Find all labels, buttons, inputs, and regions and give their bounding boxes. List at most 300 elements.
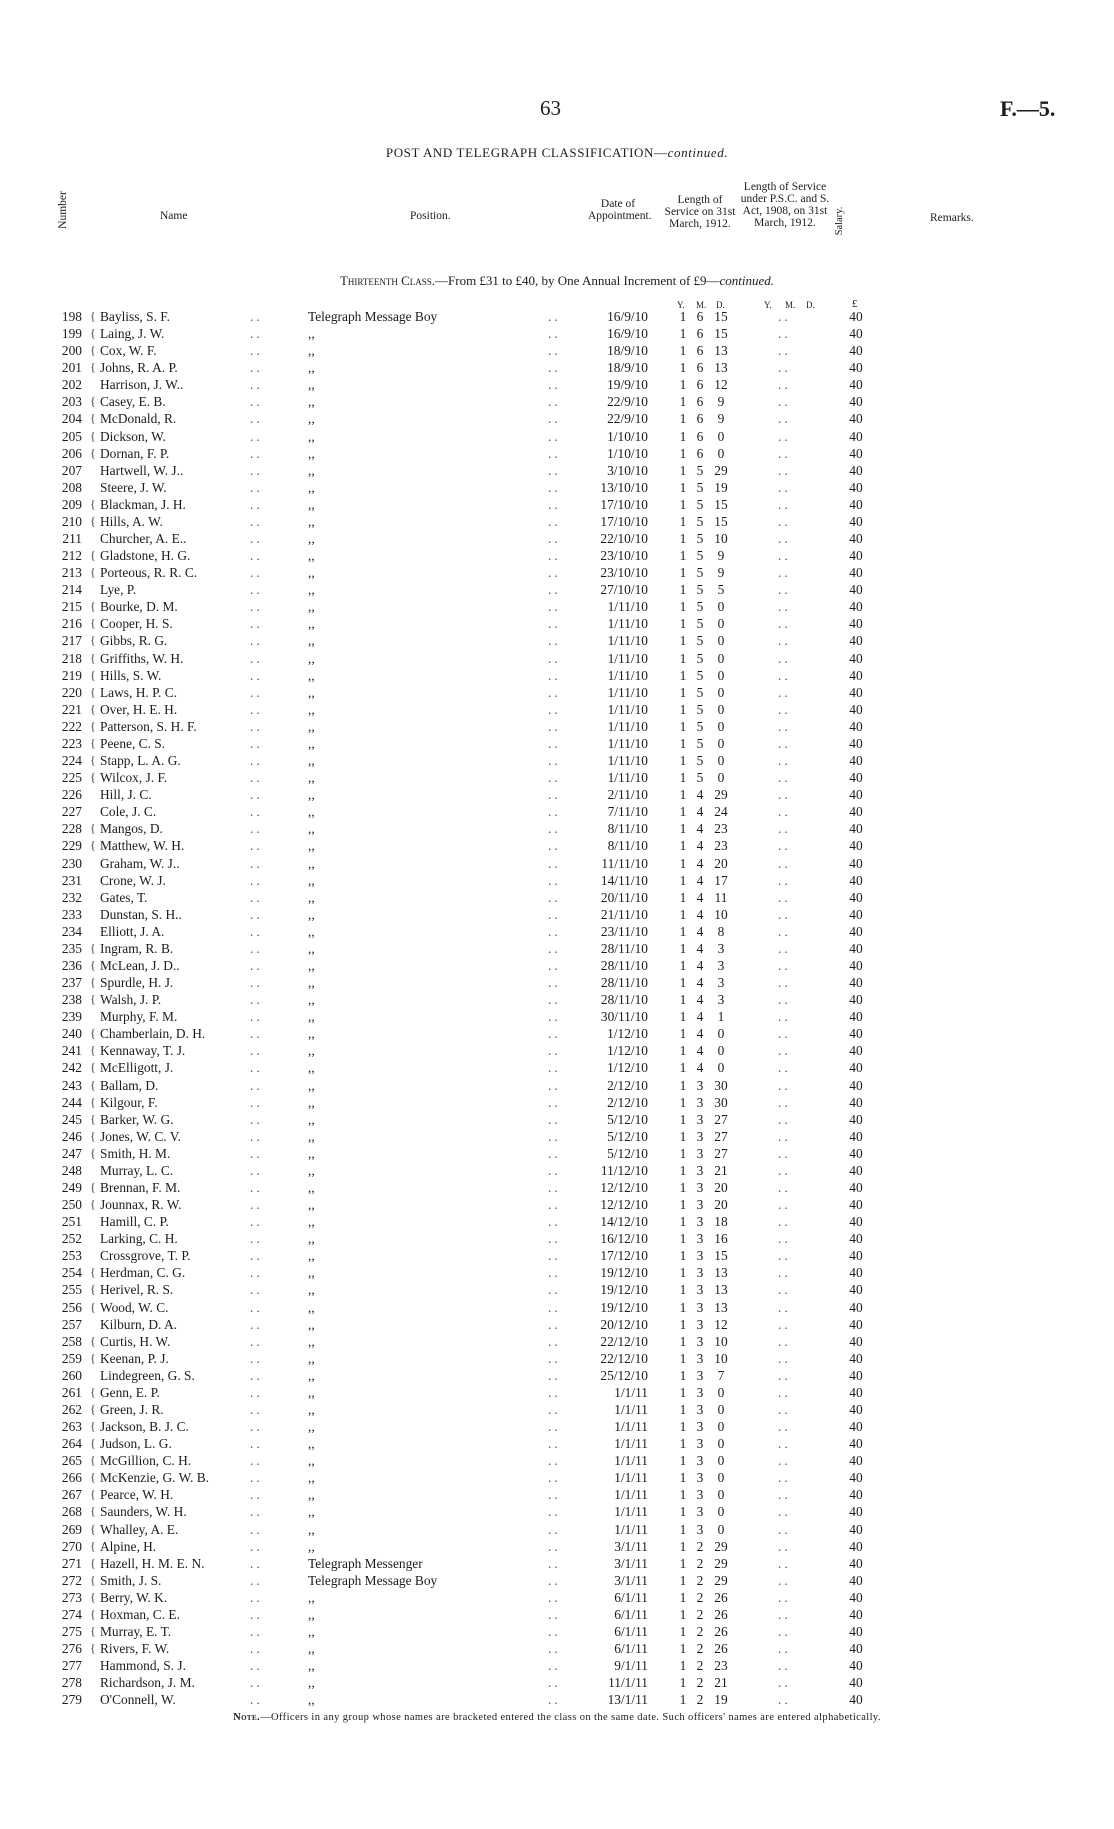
leader-dots: .. [548, 923, 561, 939]
row-psc-service: .. [778, 787, 791, 803]
row-date: 13/1/11 [607, 1692, 648, 1708]
row-date: 23/11/10 [600, 923, 648, 939]
row-years: 1 [679, 1265, 687, 1281]
row-months: 3 [696, 1487, 704, 1503]
row-name: Hill, J. C. [100, 787, 152, 803]
group-bracket: { [90, 821, 96, 836]
row-date: 1/12/10 [607, 1060, 648, 1076]
row-number: 201 [61, 360, 82, 376]
row-months: 5 [696, 462, 704, 478]
row-years: 1 [679, 513, 687, 529]
group-bracket: { [90, 735, 96, 750]
row-psc-service: .. [778, 1606, 791, 1622]
group-bracket: { [90, 1606, 96, 1621]
row-days: 30 [714, 1094, 728, 1110]
table-row [0, 1128, 1114, 1145]
row-months: 6 [696, 445, 704, 461]
row-psc-service: .. [778, 872, 791, 888]
row-number: 216 [61, 616, 82, 632]
table-row [0, 479, 1114, 496]
leader-dots: .. [548, 787, 561, 803]
row-position: ,, [308, 1026, 315, 1042]
row-date: 1/1/11 [614, 1470, 648, 1486]
row-months: 5 [696, 582, 704, 598]
leader-dots: .. [548, 992, 561, 1008]
row-number: 276 [61, 1641, 82, 1657]
leader-dots: .. [548, 343, 561, 359]
leader-dots: .. [250, 1060, 263, 1076]
row-psc-service: .. [778, 326, 791, 342]
row-psc-service: .. [778, 889, 791, 905]
row-number: 243 [61, 1077, 82, 1093]
row-date: 23/10/10 [600, 565, 648, 581]
leader-dots: .. [548, 650, 561, 666]
row-position: ,, [308, 1658, 315, 1674]
row-psc-service: .. [778, 1453, 791, 1469]
row-years: 1 [679, 838, 687, 854]
row-number: 242 [61, 1060, 82, 1076]
row-psc-service: .. [778, 479, 791, 495]
leader-dots: .. [250, 377, 263, 393]
unit-pound: £ [852, 298, 858, 310]
row-days: 26 [714, 1641, 728, 1657]
table-row [0, 462, 1114, 479]
row-date: 1/11/10 [607, 770, 648, 786]
row-position: ,, [308, 513, 315, 529]
row-months: 4 [696, 923, 704, 939]
row-date: 23/10/10 [600, 548, 648, 564]
row-days: 26 [714, 1589, 728, 1605]
row-years: 1 [679, 633, 687, 649]
row-months: 5 [696, 667, 704, 683]
row-years: 1 [679, 1624, 687, 1640]
row-position: ,, [308, 565, 315, 581]
row-date: 1/12/10 [607, 1026, 648, 1042]
table-row [0, 1691, 1114, 1708]
row-years: 1 [679, 889, 687, 905]
row-number: 217 [61, 633, 82, 649]
row-years: 1 [679, 1367, 687, 1383]
leader-dots: .. [548, 1487, 561, 1503]
group-bracket: { [90, 684, 96, 699]
row-days: 0 [717, 1504, 725, 1520]
row-psc-service: .. [778, 1214, 791, 1230]
row-number: 275 [61, 1624, 82, 1640]
row-psc-service: .. [778, 1572, 791, 1588]
row-number: 250 [61, 1197, 82, 1213]
row-name: Murphy, F. M. [100, 1009, 178, 1025]
row-years: 1 [679, 957, 687, 973]
row-months: 4 [696, 1009, 704, 1025]
leader-dots: .. [548, 1453, 561, 1469]
row-date: 8/11/10 [607, 821, 648, 837]
row-name: Matthew, W. H. [100, 838, 185, 854]
leader-dots: .. [548, 1248, 561, 1264]
row-name: O'Connell, W. [100, 1692, 176, 1708]
row-salary: 40 [849, 343, 863, 359]
title-main: POST AND TELEGRAPH CLASSIFICATION— [385, 145, 668, 160]
row-psc-service: .. [778, 855, 791, 871]
row-years: 1 [679, 326, 687, 342]
row-psc-service: .. [778, 770, 791, 786]
row-date: 28/11/10 [600, 940, 648, 956]
leader-dots: .. [548, 1179, 561, 1195]
row-psc-service: .. [778, 1350, 791, 1366]
row-number: 238 [61, 992, 82, 1008]
leader-dots: .. [548, 411, 561, 427]
leader-dots: .. [548, 1231, 561, 1247]
leader-dots: .. [548, 753, 561, 769]
row-salary: 40 [849, 667, 863, 683]
row-position: ,, [308, 1299, 315, 1315]
leader-dots: .. [548, 513, 561, 529]
row-salary: 40 [849, 565, 863, 581]
leader-dots: .. [548, 1606, 561, 1622]
table-row [0, 615, 1114, 632]
row-number: 271 [61, 1555, 82, 1571]
table-row [0, 598, 1114, 615]
row-psc-service: .. [778, 1316, 791, 1332]
group-bracket: { [90, 1572, 96, 1587]
table-row [0, 684, 1114, 701]
table-row [0, 1213, 1114, 1230]
row-psc-service: .. [778, 684, 791, 700]
group-bracket: { [90, 957, 96, 972]
row-number: 265 [61, 1453, 82, 1469]
group-bracket: { [90, 1589, 96, 1604]
row-name: Mangos, D. [100, 821, 163, 837]
leader-dots: .. [548, 1555, 561, 1571]
row-years: 1 [679, 1436, 687, 1452]
group-bracket: { [90, 1043, 96, 1058]
leader-dots: .. [250, 1009, 263, 1025]
leader-dots: .. [250, 718, 263, 734]
table-row [0, 581, 1114, 598]
classification-table [0, 308, 1114, 1708]
row-date: 17/12/10 [600, 1248, 648, 1264]
row-psc-service: .. [778, 735, 791, 751]
row-years: 1 [679, 616, 687, 632]
leader-dots: .. [548, 838, 561, 854]
row-date: 1/1/11 [614, 1384, 648, 1400]
row-salary: 40 [849, 1470, 863, 1486]
row-salary: 40 [849, 770, 863, 786]
leader-dots: .. [548, 377, 561, 393]
row-number: 252 [61, 1231, 82, 1247]
row-position: ,, [308, 326, 315, 342]
leader-dots: .. [548, 804, 561, 820]
row-salary: 40 [849, 1265, 863, 1281]
leader-dots: .. [548, 445, 561, 461]
leader-dots: .. [250, 633, 263, 649]
row-psc-service: .. [778, 343, 791, 359]
leader-dots: .. [548, 821, 561, 837]
row-psc-service: .. [778, 1402, 791, 1417]
row-months: 3 [696, 1231, 704, 1247]
row-salary: 40 [849, 1179, 863, 1195]
row-salary: 40 [849, 718, 863, 734]
row-date: 19/12/10 [600, 1299, 648, 1315]
row-date: 1/11/10 [607, 735, 648, 751]
row-psc-service: .. [778, 531, 791, 547]
group-bracket: { [90, 343, 96, 358]
row-name: Spurdle, H. J. [100, 975, 174, 991]
row-days: 10 [714, 1333, 728, 1349]
row-days: 13 [714, 343, 728, 359]
table-row [0, 1145, 1114, 1162]
row-position: ,, [308, 992, 315, 1008]
row-months: 4 [696, 838, 704, 854]
row-date: 19/12/10 [600, 1282, 648, 1298]
row-days: 19 [714, 1692, 728, 1708]
row-name: Saunders, W. H. [100, 1504, 187, 1520]
row-number: 259 [61, 1350, 82, 1366]
unit-years: Y. [677, 300, 685, 310]
row-years: 1 [679, 1009, 687, 1025]
row-years: 1 [679, 1453, 687, 1469]
row-days: 15 [714, 309, 728, 324]
row-number: 246 [61, 1128, 82, 1144]
row-name: McLean, J. D.. [100, 957, 180, 973]
row-years: 1 [679, 1555, 687, 1571]
row-position: ,, [308, 1214, 315, 1230]
row-position: ,, [308, 684, 315, 700]
row-months: 3 [696, 1214, 704, 1230]
row-position: ,, [308, 753, 315, 769]
row-name: Dickson, W. [100, 428, 166, 444]
row-days: 0 [717, 701, 725, 717]
header-salary: Salary. [834, 206, 845, 236]
table-row [0, 803, 1114, 820]
leader-dots: .. [250, 360, 263, 376]
table-row [0, 1196, 1114, 1213]
row-years: 1 [679, 770, 687, 786]
leader-dots: .. [548, 1658, 561, 1674]
group-bracket: { [90, 1402, 96, 1416]
row-years: 1 [679, 309, 687, 324]
row-position: ,, [308, 1077, 315, 1093]
row-psc-service: .. [778, 1094, 791, 1110]
leader-dots: .. [548, 1504, 561, 1520]
row-number: 279 [61, 1692, 82, 1708]
row-date: 27/10/10 [600, 582, 648, 598]
row-name: Murray, L. C. [100, 1162, 174, 1178]
row-number: 269 [61, 1521, 82, 1537]
leader-dots: .. [250, 1162, 263, 1178]
row-days: 0 [717, 1402, 725, 1417]
row-number: 263 [61, 1419, 82, 1435]
row-psc-service: .. [778, 1367, 791, 1383]
row-name: Jounnax, R. W. [100, 1197, 182, 1213]
row-position: ,, [308, 1538, 315, 1554]
row-days: 8 [717, 923, 725, 939]
row-months: 4 [696, 975, 704, 991]
row-psc-service: .. [778, 1624, 791, 1640]
group-bracket: { [90, 633, 96, 648]
row-salary: 40 [849, 838, 863, 854]
row-number: 249 [61, 1179, 82, 1195]
row-name: Kilgour, F. [100, 1094, 158, 1110]
leader-dots: .. [548, 1436, 561, 1452]
leader-dots: .. [548, 1197, 561, 1213]
table-row [0, 940, 1114, 957]
row-number: 222 [61, 718, 82, 734]
row-psc-service: .. [778, 616, 791, 632]
row-number: 268 [61, 1504, 82, 1520]
row-psc-service: .. [778, 804, 791, 820]
row-salary: 40 [849, 1162, 863, 1178]
row-position: ,, [308, 1179, 315, 1195]
row-psc-service: .. [778, 1504, 791, 1520]
row-months: 3 [696, 1197, 704, 1213]
row-number: 208 [61, 479, 82, 495]
row-date: 25/12/10 [600, 1367, 648, 1383]
leader-dots: .. [548, 1026, 561, 1042]
leader-dots: .. [250, 1128, 263, 1144]
row-position: ,, [308, 804, 315, 820]
row-name: Pearce, W. H. [100, 1487, 174, 1503]
row-years: 1 [679, 1026, 687, 1042]
row-days: 26 [714, 1624, 728, 1640]
leader-dots: .. [548, 1641, 561, 1657]
table-row [0, 393, 1114, 410]
row-days: 0 [717, 718, 725, 734]
row-years: 1 [679, 684, 687, 700]
table-row [0, 1111, 1114, 1128]
leader-dots: .. [548, 1316, 561, 1332]
row-psc-service: .. [778, 1282, 791, 1298]
leader-dots: .. [250, 684, 263, 700]
row-salary: 40 [849, 650, 863, 666]
row-date: 12/12/10 [600, 1197, 648, 1213]
row-months: 4 [696, 889, 704, 905]
row-position: ,, [308, 548, 315, 564]
row-name: Whalley, A. E. [100, 1521, 179, 1537]
row-years: 1 [679, 1692, 687, 1708]
row-psc-service: .. [778, 753, 791, 769]
row-salary: 40 [849, 855, 863, 871]
row-months: 3 [696, 1384, 704, 1400]
row-position: ,, [308, 1265, 315, 1281]
row-days: 9 [717, 548, 725, 564]
row-position: Telegraph Messenger [308, 1555, 423, 1571]
leader-dots: .. [250, 1282, 263, 1298]
row-psc-service: .. [778, 462, 791, 478]
row-name: Gibbs, R. G. [100, 633, 168, 649]
row-months: 3 [696, 1470, 704, 1486]
row-psc-service: .. [778, 599, 791, 615]
row-salary: 40 [849, 1538, 863, 1554]
row-number: 198 [61, 309, 82, 324]
row-position: ,, [308, 1504, 315, 1520]
page-number: 63 [540, 96, 561, 120]
leader-dots: .. [250, 1555, 263, 1571]
row-name: Ingram, R. B. [100, 940, 174, 956]
leader-dots: .. [250, 838, 263, 854]
row-months: 3 [696, 1419, 704, 1435]
row-name: McGillion, C. H. [100, 1453, 192, 1469]
row-position: ,, [308, 1675, 315, 1691]
leader-dots: .. [250, 821, 263, 837]
row-date: 1/11/10 [607, 753, 648, 769]
row-position: ,, [308, 1350, 315, 1366]
table-row [0, 1077, 1114, 1094]
leader-dots: .. [250, 343, 263, 359]
row-years: 1 [679, 1487, 687, 1503]
group-bracket: { [90, 975, 96, 990]
group-bracket: { [90, 1145, 96, 1160]
row-name: Murray, E. T. [100, 1624, 172, 1640]
table-row [0, 1179, 1114, 1196]
row-salary: 40 [849, 1419, 863, 1435]
leader-dots: .. [250, 1538, 263, 1554]
row-number: 229 [61, 838, 82, 854]
row-number: 212 [61, 548, 82, 564]
table-row [0, 1640, 1114, 1657]
row-position: ,, [308, 770, 315, 786]
row-number: 215 [61, 599, 82, 615]
row-years: 1 [679, 1060, 687, 1076]
row-position: ,, [308, 1453, 315, 1469]
row-position: ,, [308, 1094, 315, 1110]
row-years: 1 [679, 582, 687, 598]
row-position: ,, [308, 1111, 315, 1127]
header-date-of-appointment: Date of Appointment. [588, 198, 652, 222]
row-name: McDonald, R. [100, 411, 177, 427]
row-months: 2 [696, 1658, 704, 1674]
row-salary: 40 [849, 1094, 863, 1110]
row-salary: 40 [849, 479, 863, 495]
row-salary: 40 [849, 1043, 863, 1059]
group-bracket: { [90, 360, 96, 375]
row-date: 22/9/10 [607, 411, 648, 427]
row-date: 11/11/10 [601, 855, 648, 871]
table-row [0, 1230, 1114, 1247]
row-months: 4 [696, 821, 704, 837]
row-years: 1 [679, 1043, 687, 1059]
row-name: Hammond, S. J. [100, 1658, 186, 1674]
row-days: 15 [714, 496, 728, 512]
row-date: 28/11/10 [600, 957, 648, 973]
leader-dots: .. [250, 496, 263, 512]
row-salary: 40 [849, 1299, 863, 1315]
table-row [0, 872, 1114, 889]
row-position: ,, [308, 838, 315, 854]
leader-dots: .. [548, 975, 561, 991]
table-row [0, 1521, 1114, 1538]
row-position: ,, [308, 1333, 315, 1349]
row-days: 29 [714, 787, 728, 803]
group-bracket: { [90, 1538, 96, 1553]
table-row [0, 923, 1114, 940]
row-days: 0 [717, 667, 725, 683]
table-row [0, 1452, 1114, 1469]
row-months: 5 [696, 650, 704, 666]
row-salary: 40 [849, 1675, 863, 1691]
leader-dots: .. [250, 1077, 263, 1093]
leader-dots: .. [250, 1606, 263, 1622]
row-years: 1 [679, 1145, 687, 1161]
row-psc-service: .. [778, 1231, 791, 1247]
leader-dots: .. [548, 957, 561, 973]
row-months: 4 [696, 804, 704, 820]
row-date: 6/1/11 [614, 1624, 648, 1640]
row-name: Patterson, S. H. F. [100, 718, 197, 734]
row-psc-service: .. [778, 582, 791, 598]
row-days: 12 [714, 1316, 728, 1332]
row-psc-service: .. [778, 1145, 791, 1161]
row-salary: 40 [849, 1692, 863, 1708]
